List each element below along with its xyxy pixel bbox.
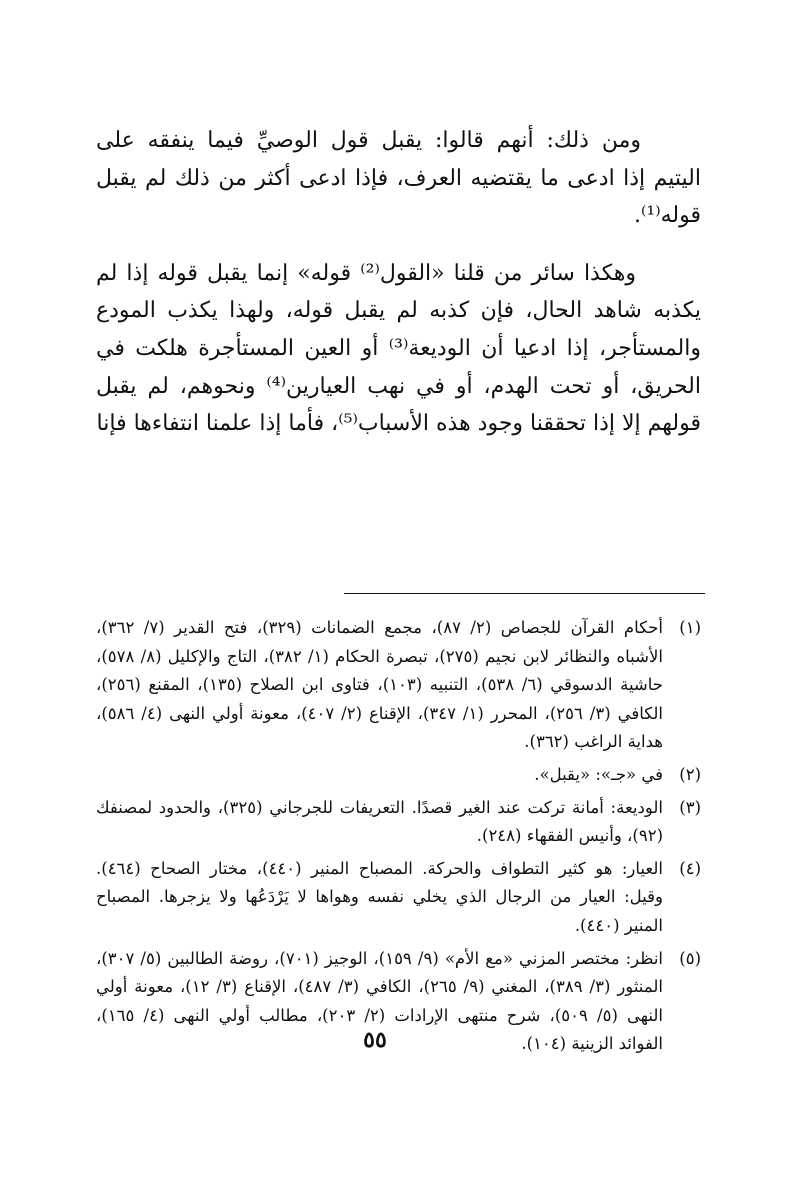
footnote-text: أحكام القرآن للجصاص (٢/ ٨٧)، مجمع الضمانات (٣٢٩)، فتح القدير (٧/ ٣٦٢)، الأشباه والنظائر لابن نجيم (٢٧٥)، تبصرة الحكام (١/ ٣٨٢)، التاج والإكليل (٨/ ٥٧٨)، حاشية الدسوقي (٦/ ٥٣٨)، التنبيه (١٠٣)، فتاوى ابن الصلاح (١٣٥)، المقنع (٢٥٦)، الكافي (٣/ ٢٥٦)، المحرر (١/ ٣٤٧)، الإقناع (٢/ ٤٠٧)، معونة أولي النهى (٤/ ٥٨٦)، هداية الراغب (٣٦٢). bbox=[96, 618, 663, 752]
main-paragraph-1: ومن ذلك: أنهم قالوا: يقبل قول الوصيِّ فيما ينفقه على اليتيم إذا ادعى ما يقتضيه العرف، فإذا ادعى أكثر من ذلك لم يقبل قوله⁽¹⁾. bbox=[96, 128, 701, 229]
footnote-1 bbox=[96, 614, 701, 757]
footnote-number: (٤) bbox=[679, 858, 701, 878]
main-paragraph-2: وهكذا سائر من قلنا «القول⁽²⁾ قوله» إنما يقبل قوله إذا لم يكذبه شاهد الحال، فإن كذبه لم يقبل قوله، ولهذا يكذب المودع والمستأجر، إذا ادعيا أن الوديعة⁽³⁾ أو العين المستأجرة هلكت في الحريق، أو تحت الهدم، أو في نهب العيارين⁽⁴⁾ ونحوهم، لم يقبل قولهم إلا إذا تحققنا وجود هذه الأسباب⁽⁵⁾، فأما إذا علمنا انتفاءها فإنا bbox=[96, 260, 701, 437]
footnote-text: العيار: هو كثير التطواف والحركة. المصباح المنير (٤٤٠)، مختار الصحاح (٤٦٤). وقيل: العيار من الرجال الذي يخلي نفسه وهواها لا يَرْدَعُها ولا يزجرها. المصباح المنير (٤٤٠). bbox=[96, 858, 663, 935]
footnote-2 bbox=[96, 761, 701, 790]
footnote-number: (٥) bbox=[679, 948, 701, 968]
footnote-3 bbox=[96, 794, 701, 851]
footnote-number: (١) bbox=[679, 618, 701, 637]
main-text-body bbox=[96, 122, 701, 443]
footnote-text: في «جـ»: «يقبل». bbox=[534, 764, 663, 784]
footnote-separator bbox=[344, 593, 705, 594]
footnote-text: الوديعة: أمانة تركت عند الغير قصدًا. التعريفات للجرجاني (٣٢٥)، والحدود لمصنفك (٩٢)، وأنيس الفقهاء (٢٤٨). bbox=[96, 797, 663, 846]
footnotes-section bbox=[96, 614, 701, 1063]
footnote-number: (٣) bbox=[679, 797, 701, 817]
footnote-text: انظر: مختصر المزني «مع الأم» (٩/ ١٥٩)، الوجيز (٧٠١)، روضة الطالبين (٥/ ٣٠٧)، المنثور (٣/ ٣٨٩)، المغني (٩/ ٢٦٥)، الكافي (٣/ ٤٨٧)، الإقناع (٣/ ١٢)، معونة أولي النهى (٥/ ٥٠٩)، شرح منتهى الإرادات (٢/ ٢٠٣)، مطالب أولي النهى (٤/ ١٦٥)، الفوائد الزينية (١٠٤). bbox=[96, 948, 664, 1054]
footnote-4 bbox=[96, 855, 701, 941]
page-number: ٥٥ bbox=[363, 1027, 387, 1053]
footnote-number: (٢) bbox=[679, 764, 701, 784]
